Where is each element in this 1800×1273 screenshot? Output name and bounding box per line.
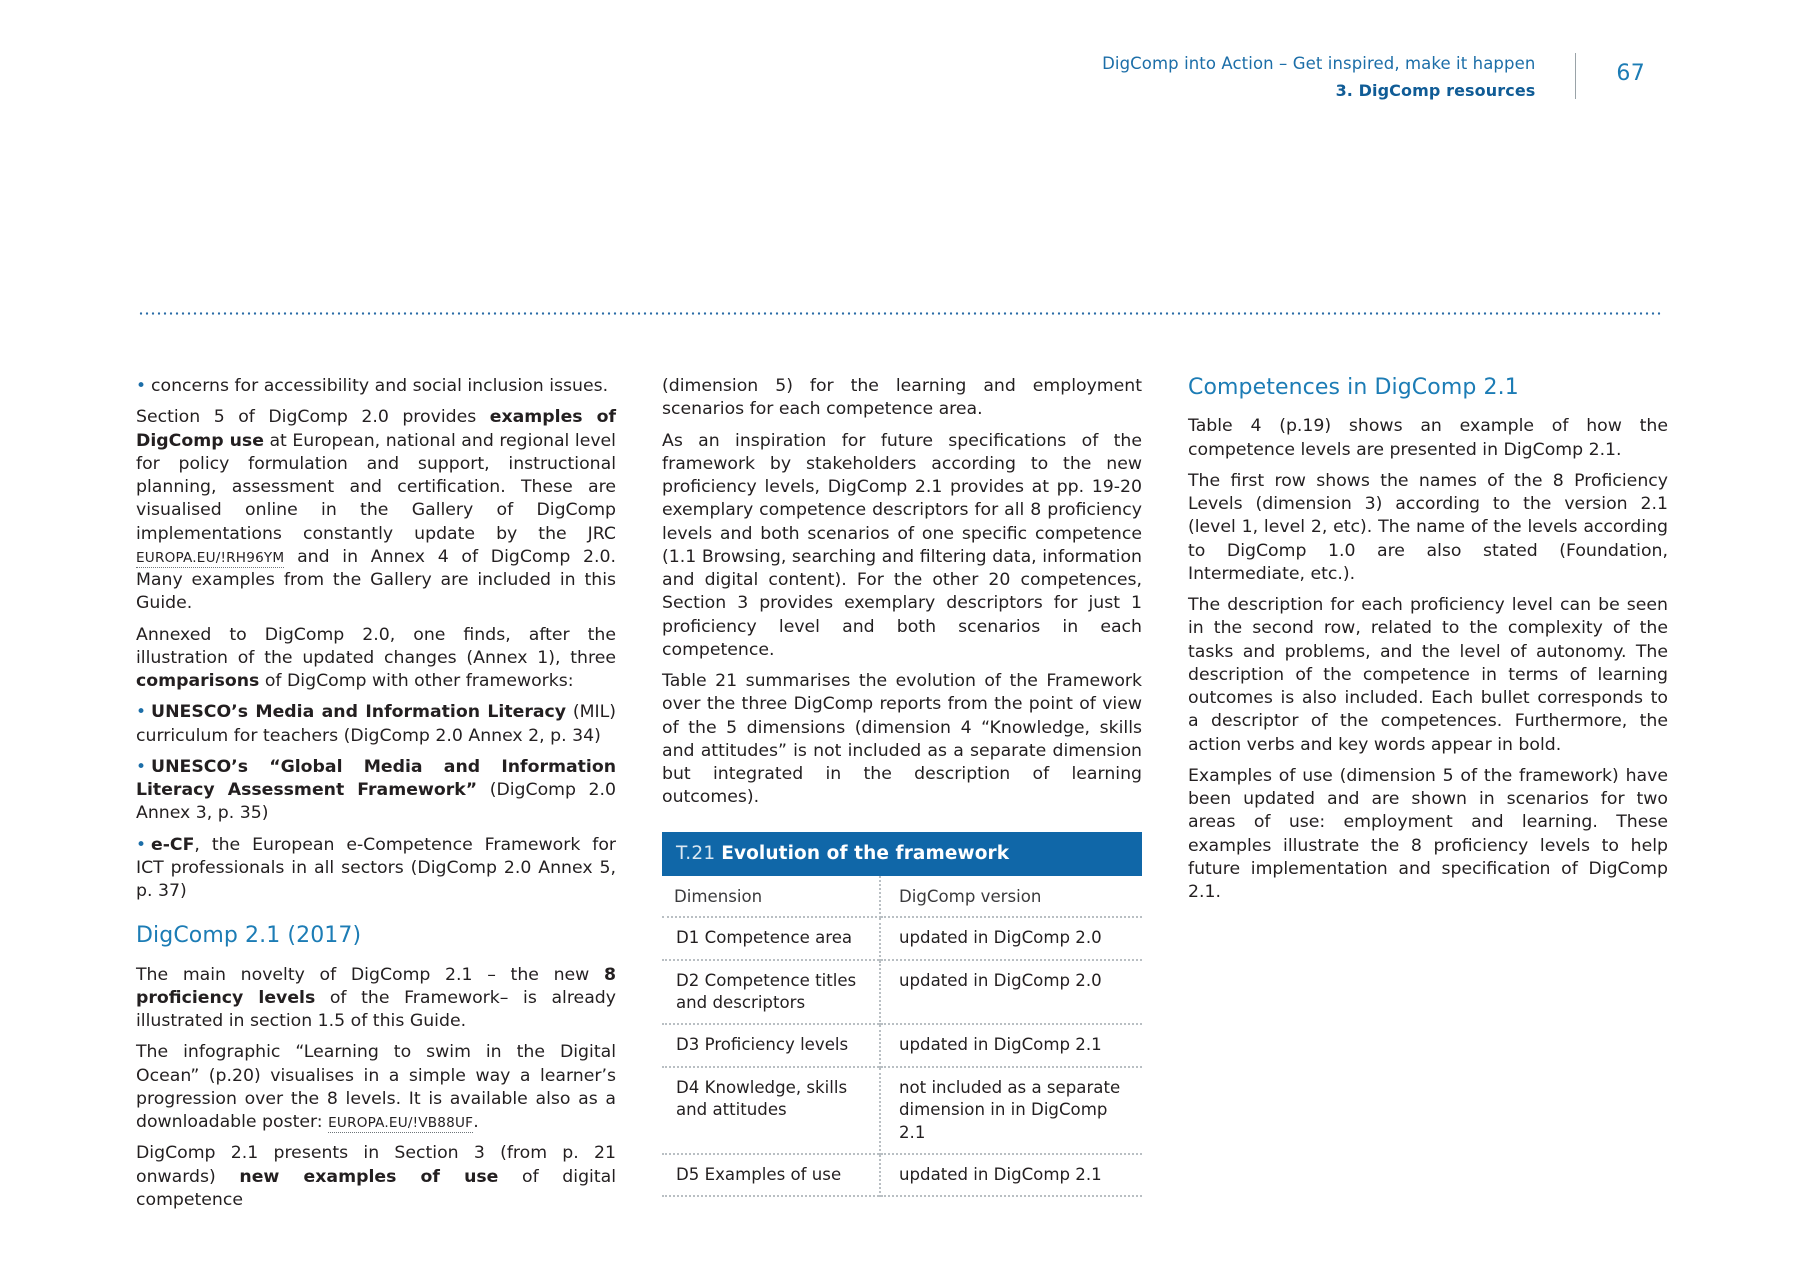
text-bold: comparisons — [136, 671, 260, 691]
text-run: of DigComp with other frameworks: — [259, 671, 574, 691]
cell-dimension: D2 Competence titles and descriptors — [662, 960, 880, 1025]
column-two — [662, 375, 1142, 1220]
paragraph-novelty — [136, 964, 616, 1034]
text-run: (DigComp 2.0 Annex 3, p. 35) — [136, 780, 617, 824]
text-run: of the Framework– is already illustrated in section 1.5 of this Guide. — [136, 987, 616, 1032]
evolution-table — [662, 876, 1142, 1198]
column-one — [136, 375, 616, 1220]
publication-title: DigComp into Action – Get inspired, make it happen — [1102, 54, 1536, 73]
text-bold: 8 proficiency levels — [136, 964, 616, 1008]
list-item — [136, 756, 616, 826]
heading-digcomp-21: DigComp 2.1 (2017) — [136, 923, 362, 949]
cell-dimension: D3 Proficiency levels — [662, 1024, 880, 1066]
text-run: The main novelty of DigComp 2.1 – the new — [136, 964, 604, 985]
table-row — [662, 960, 1142, 1025]
cell-dimension: D1 Competence area — [662, 917, 880, 959]
paragraph-section3 — [136, 1142, 616, 1212]
content-columns — [136, 375, 1668, 1220]
paragraph-dimension5: (dimension 5) for the learning and employment scenarios for each competence area. — [662, 376, 1142, 420]
header-divider — [1575, 53, 1576, 99]
bullet-icon: • — [136, 756, 147, 777]
paragraph-description: The description for each proficiency level can be seen in the second row, related to the complexity of the tasks and problems, and the level of autonomy. The description of the competence in terms of learning outcomes is also included. Each bullet corresponds to a descriptor of the competences. Furthermore, the action verbs and key words appear in bold. — [1188, 595, 1668, 755]
text-run: at European, national and regional level for policy formulation and support, instructional planning, assessment and certification. These are visualised online in the Gallery of DigComp implementations constantly update by the JRC — [136, 430, 616, 544]
table-number: T.21 — [676, 842, 716, 864]
bullet-icon: • — [136, 834, 147, 855]
paragraph-table4: Table 4 (p.19) shows an example of how the competence levels are presented in DigComp 2.1. — [1188, 416, 1668, 460]
table-head — [662, 876, 1142, 917]
table-caption — [662, 832, 1142, 876]
paragraph-annexed — [136, 624, 616, 694]
table-row — [662, 1067, 1142, 1154]
cell-version: not included as a separate dimension in in DigComp 2.1 — [899, 1077, 1121, 1142]
text-run: The infographic “Learning to swim in the Digital Ocean” (p.20) visualises in a simple way a learner’s progression over the 8 levels. It is available also as a downloadable poster: — [136, 1042, 616, 1133]
page-header — [1102, 52, 1645, 102]
link-jrc-gallery[interactable]: EUROPA.EU/!RH96YM — [136, 549, 285, 566]
list-item — [136, 834, 616, 904]
text-run: Section 5 of DigComp 2.0 provides — [136, 407, 490, 428]
cell-version: updated in DigComp 2.1 — [899, 1035, 1102, 1055]
paragraph-table21-intro: Table 21 summarises the evolution of the Framework over the three DigComp reports from the point of view of the 5 dimensions (dimension 4 “Knowledge, skills and attitudes” is not included as a separate dimension but integrated in the description of learning outcomes). — [662, 671, 1142, 808]
cell-dimension: D5 Examples of use — [662, 1154, 880, 1196]
text-run: (MIL) curriculum for teachers (DigComp 2.0 Annex 2, p. 34) — [136, 702, 616, 746]
paragraph-inspiration: As an inspiration for future specifications of the framework by stakeholders according to the new proficiency levels, DigComp 2.1 provides at pp. 19-20 exemplary competence descriptors for all 8 proficiency levels and both scenarios of one specific competence (1.1 Browsing, searching and filtering data, information and digital content). For the other 20 competences, Section 3 provides exemplary descriptors for just 1 proficiency level and both scenarios in each competence. — [662, 430, 1142, 660]
table-row — [662, 917, 1142, 959]
dotted-divider — [138, 312, 1662, 315]
table-body — [662, 917, 1142, 1196]
page-number: 67 — [1616, 61, 1645, 86]
text-run: of digital competence — [136, 1166, 617, 1210]
text-run: . — [473, 1112, 479, 1133]
header-text-block — [1102, 52, 1535, 102]
bullet-text: concerns for accessibility and social inclusion issues. — [151, 376, 609, 396]
cell-version: updated in DigComp 2.0 — [899, 970, 1102, 990]
text-bold: UNESCO’s “Global Media and Information Literacy Assessment Framework” — [136, 756, 616, 800]
text-run: and in Annex 4 of DigComp 2.0. Many examples from the Gallery are included in this Guide. — [136, 546, 616, 614]
column-header-version: DigComp version — [880, 876, 1142, 917]
paragraph-section5 — [136, 406, 616, 615]
table-row — [662, 1154, 1142, 1196]
section-title: 3. DigComp resources — [1335, 80, 1536, 100]
paragraph-examples-of-use: Examples of use (dimension 5 of the framework) have been updated and are shown in scenarios for two areas of use: employment and learning. These examples illustrate the 8 proficiency levels to help future implementation and specification of DigComp 2.1. — [1188, 765, 1668, 903]
paragraph-intro — [136, 375, 616, 398]
text-bold: examples of DigComp use — [136, 407, 616, 451]
paragraph-first-row: The first row shows the names of the 8 Proficiency Levels (dimension 3) according to the version 2.1 (level 1, level 2, etc). The name of the levels according to DigComp 1.0 are also stated (Foundation, Intermediate, etc.). — [1188, 470, 1668, 584]
text-bold: UNESCO’s Media and Information Literacy — [151, 702, 567, 723]
link-poster[interactable]: EUROPA.EU/!VB88UF — [328, 1115, 474, 1132]
cell-dimension: D4 Knowledge, skills and attitudes — [662, 1067, 880, 1154]
bullet-icon: • — [136, 376, 147, 396]
cell-version: updated in DigComp 2.1 — [899, 1164, 1102, 1184]
text-bold: new examples of use — [239, 1166, 499, 1187]
bullet-icon: • — [136, 702, 147, 723]
text-run: , the European e-Competence Framework for ICT professionals in all sectors (DigComp 2.0 Annex 5, p. 37) — [136, 834, 616, 901]
heading-competences: Competences in DigComp 2.1 — [1188, 375, 1519, 400]
table-evolution-framework — [662, 832, 1142, 1198]
table-header-row — [662, 876, 1142, 917]
column-header-dimension: Dimension — [662, 876, 880, 917]
table-row — [662, 1024, 1142, 1066]
cell-version: updated in DigComp 2.0 — [899, 928, 1102, 948]
list-item — [136, 701, 616, 748]
table-title-text: Evolution of the framework — [721, 842, 1010, 864]
text-run: Annexed to DigComp 2.0, one finds, after the illustration of the updated changes (Annex 1), three — [136, 624, 616, 668]
paragraph-infographic — [136, 1041, 616, 1134]
text-run: DigComp 2.1 presents in Section 3 (from p. 21 onwards) — [136, 1143, 616, 1187]
column-three — [1188, 375, 1668, 1220]
text-bold: e-CF — [151, 834, 195, 855]
